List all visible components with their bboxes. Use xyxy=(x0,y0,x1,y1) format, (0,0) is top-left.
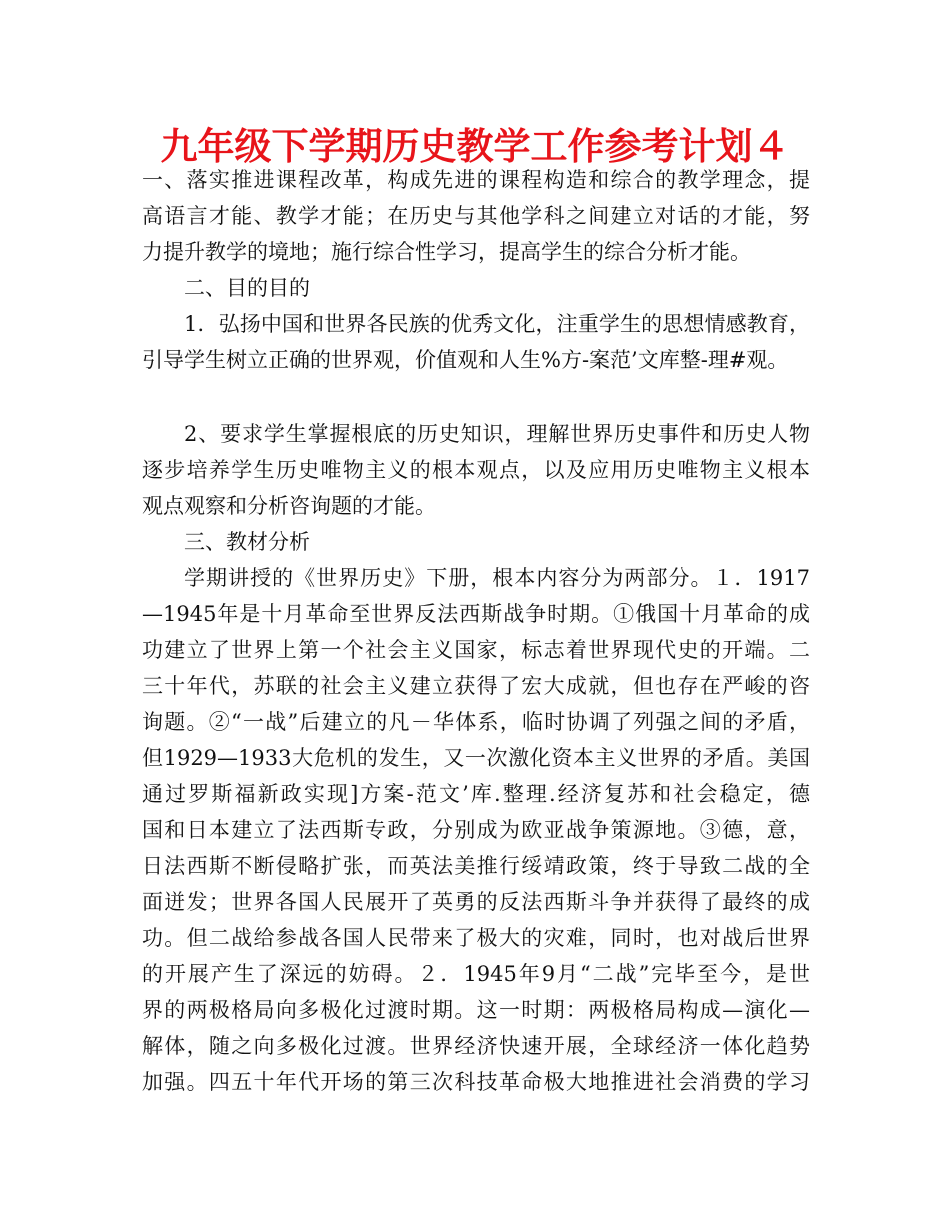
paragraph-line: 学期讲授的《世界历史》下册，根本内容分为两部分。１．1917 xyxy=(184,566,810,590)
paragraph-line: 高语言才能、教学才能；在历史与其他学科之间建立对话的才能，努 xyxy=(142,204,810,228)
paragraph-line: 三十年代，苏联的社会主义建立获得了宏大成就，但也存在严峻的咨 xyxy=(142,674,810,698)
paragraph-line: 界的两极格局向多极化过渡时期。这一时期：两极格局构成—演化— xyxy=(142,998,810,1022)
paragraph-line: 引导学生树立正确的世界观，价值观和人生%方-案范’文库整-理#观。 xyxy=(142,348,789,372)
document-title: 九年级下学期历史教学工作参考计划４ xyxy=(160,125,790,168)
paragraph-line: 国和日本建立了法西斯专政，分别成为欧亚战争策源地。③德，意， xyxy=(142,818,810,842)
paragraph-line: 功。但二战给参战各国人民带来了极大的灾难，同时，也对战后世界 xyxy=(142,926,810,950)
paragraph-line: 通过罗斯福新政实现]方案-范文’库.整理.经济复苏和社会稳定，德 xyxy=(142,782,810,806)
paragraph-line: 力提升教学的境地；施行综合性学习，提高学生的综合分析才能。 xyxy=(142,240,751,264)
paragraph-line: 逐步培养学生历史唯物主义的根本观点，以及应用历史唯物主义根本 xyxy=(142,458,810,482)
paragraph-line: 面迸发；世界各国人民展开了英勇的反法西斯斗争并获得了最终的成 xyxy=(142,890,810,914)
paragraph-line: 加强。四五十年代开场的第三次科技革命极大地推进社会消费的学习 xyxy=(142,1070,810,1094)
section-heading: 三、教材分析 xyxy=(184,530,310,554)
paragraph-line: 1．弘扬中国和世界各民族的优秀文化，注重学生的思想情感教育， xyxy=(184,312,810,336)
paragraph-line: 但1929—1933大危机的发生，又一次激化资本主义世界的矛盾。美国 xyxy=(142,746,810,770)
paragraph-line: 功建立了世界上第一个社会主义国家，标志着世界现代史的开端。二 xyxy=(142,638,810,662)
paragraph-line: 的开展产生了深远的妨碍。２．1945年9月“二战”完毕至今，是世 xyxy=(142,962,810,986)
document-body xyxy=(142,162,810,1100)
paragraph-line: 解体，随之向多极化过渡。世界经济快速开展，全球经济一体化趋势 xyxy=(142,1034,810,1058)
paragraph-line: 2、要求学生掌握根底的历史知识，理解世界历史事件和历史人物 xyxy=(184,422,810,446)
paragraph-line: —1945年是十月革命至世界反法西斯战争时期。①俄国十月革命的成 xyxy=(142,602,810,626)
paragraph-line: 询题。②“一战”后建立的凡－华体系，临时协调了列强之间的矛盾， xyxy=(142,710,810,734)
paragraph-spacer xyxy=(142,378,810,416)
paragraph-line: 观点观察和分析咨询题的才能。 xyxy=(142,494,436,518)
paragraph-line: 日法西斯不断侵略扩张，而英法美推行绥靖政策，终于导致二战的全 xyxy=(142,854,810,878)
paragraph-line: 一、落实推进课程改革，构成先进的课程构造和综合的教学理念，提 xyxy=(142,168,810,192)
section-heading: 二、目的目的 xyxy=(184,276,310,300)
